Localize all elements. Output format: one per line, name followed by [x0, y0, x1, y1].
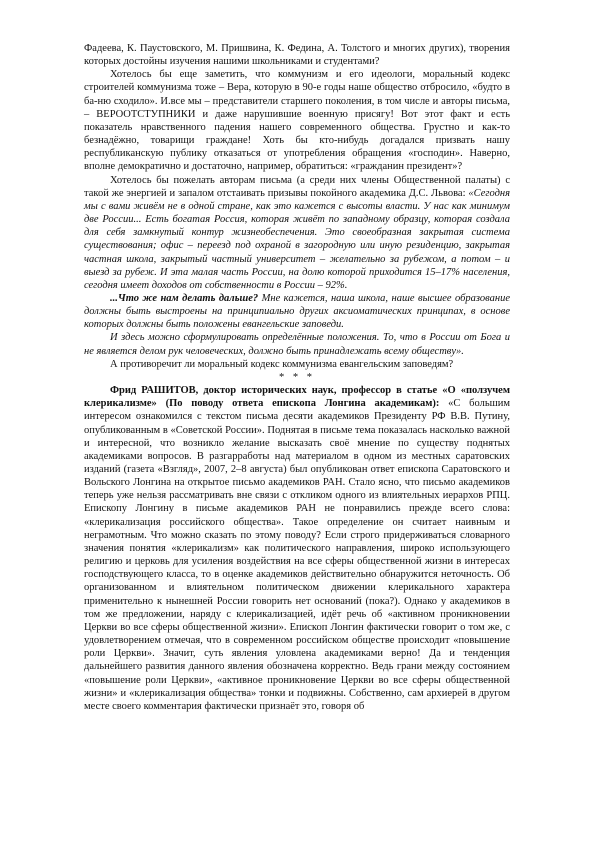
paragraph-6: А противоречит ли моральный кодекс коммунизма евангельским заповедям? — [110, 358, 454, 370]
paragraph-3-intro: Хотелось бы пожелать авторам письма (а среди них члены Общественной палаты) с такой же энергией и запалом отстаивать призывы покойного академика Д.С. Львова: — [84, 174, 510, 199]
paragraph-3 — [84, 174, 510, 292]
document-page — [84, 42, 510, 713]
paragraph-7-text: «С большим интересом ознакомился с текстом письма десяти академиков Президенту РФ В.В. Путину, опубликованным в «Советской России». Поднятая в письме тема показалась насколько важной и интересной, что возникло желание высказать своё мнение по существу поднятых академиками вопросов. В разгарработы над материалом в одном из местных саратовских изданий (газета «Взгляд», 2007, 2–8 августа) был опубликован ответ епископа Саратовского и Вольского Лонгина на открытое письмо академиков РАН. Стало ясно, что письмо академиков теперь уже нельзя рассматривать вне связи с откликом одного из влиятельных иерархов РПЦ. Епископу Лонгину в письме академиков РАН не понравились прежде всего слова: «клерикализация российского общества». Такое определение он считает наивным и неграмотным. Что можно сказать по этому поводу? Если строго придерживаться словарного значения понятия «клерикализм» как политического направления, широко использующего религию и церковь для усиления воздействия на все сферы общественной жизни в интересах господствующего класса, то в оценке академиков действительно обнаружится неточность. Об организованном и влиятельном политическом движении клерикального характера применительно к нынешней России говорить нет оснований (пока?). Однако у академиков в том же предложении, наряду с клерикализацией, идёт речь об «активном проникновении Церкви во все сферы общественной жизни». Епископ Лонгин фактически говорит о том же, с удовлетворением отмечая, что в современном российском обществе происходит «повышение роли Церкви». Значит, суть явления уловлена академиками верно! Да и тенденция дальнейшего развития данного явления обозначена корректно. Ведь грани между состоянием «повышение роли Церкви», «активное проникновение Церкви во все сферы общественной жизни» и «клерикализация общества» тонки и подвижны. Собственно, сам архиерей в другом месте своего комментария фактически признаёт это, говоря об — [84, 398, 510, 712]
lvov-quote: «Сегодня мы с вами живём не в одной стране, как это кажется с высоты власти. У нас как минимум две России... Есть богатая Россия, которая живёт по западному образцу, которая создала для себя замкнутый контур жизнеобеспечения. Это своеобразная закрытая система существования; офис – переезд под охраной в загородную или иную резиденцию, закрытая частная школа, закрытый частный университет – желательно за рубежом, а потом – и выезд за рубеж. И эта малая часть России, на долю которой приходится 15–17% населения, сегодня имеет доходов от собственности в России – 92%. — [84, 187, 510, 291]
paragraph-4-text: Мне кажется, наша школа, наше высшее образование должны быть выстроены на принципиально других аксиоматических принципах, в основе которых должны быть положены евангельские заповеди. — [84, 292, 510, 331]
paragraph-7-heading: Фрид РАШИТОВ, доктор исторических наук, профессор в статье «О «ползучем клерикализме» (По поводу ответа епископа Лонгина академикам): — [84, 385, 510, 410]
paragraph-2: Хотелось бы еще заметить, что коммунизм и его идеологи, моральный кодекс строителей коммунизма тоже – Вера, которую в 90-е годы наше общество отбросило, «будто в ба-ню сходило». И.все мы – представители старшего поколения, в том числе и авторы письма, – ВЕРООТСТУПНИКИ и даже нарушившие военную присягу! Вот этот факт и есть показатель нравственного падения нашего современного общества. Грустно и как-то безнадёжно, товарищи граждане! Хоть бы кто-нибудь догадался призвать нашу республиканскую публику отказаться от употребления обращения «господин». Наверно, вполне демократично и достаточно, например, обратиться: «гражданин президент»? — [84, 69, 510, 173]
paragraph-4-question: ...Что же нам делать дальше? — [110, 292, 259, 304]
paragraph-4 — [84, 292, 510, 331]
section-separator: * * * — [279, 371, 315, 383]
paragraph-7 — [84, 384, 510, 713]
paragraph-5: И здесь можно сформулировать определённые положения. То, что в России от Бога и не является делом рук человеческих, должно быть принадлежать всему обществу». — [84, 332, 510, 357]
paragraph-1: Фадеева, К. Паустовского, М. Пришвина, К. Федина, А. Толстого и многих других), творения которых достойны изучения нашими школьниками и студентами? — [84, 43, 510, 68]
